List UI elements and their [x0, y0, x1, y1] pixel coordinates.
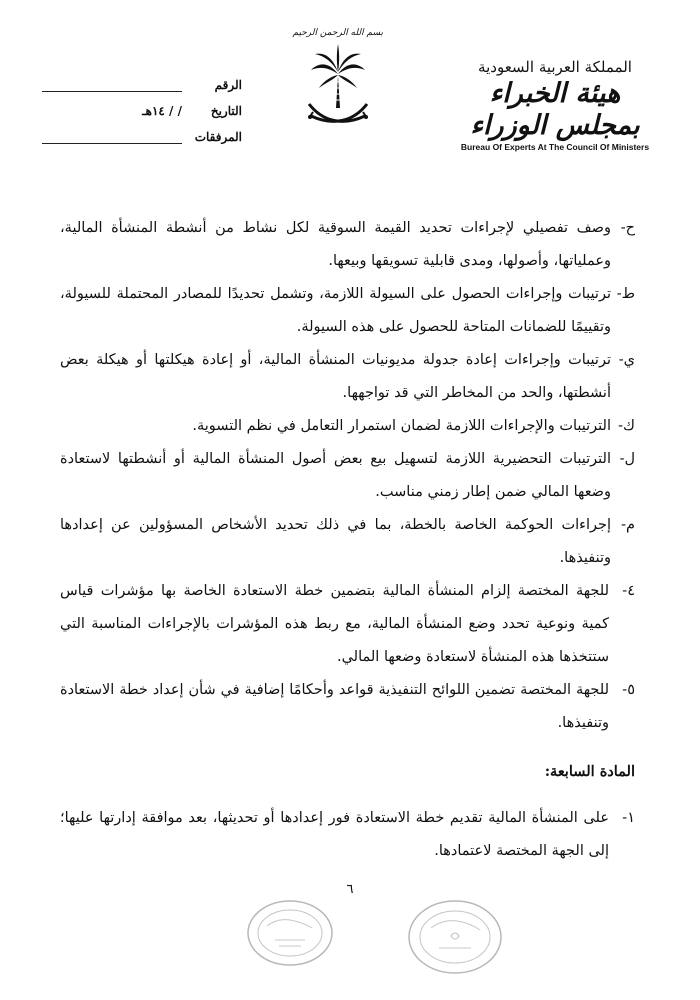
item-marker: ح-	[620, 220, 635, 236]
document-body	[60, 212, 635, 868]
item-text: ترتيبات وإجراءات الحصول على السيولة اللازمة، وتشمل تحديدًا للمصادر المحتملة للسيولة، وتقييمًا للضمانات المتاحة للحصول على هذه السيولة.	[60, 286, 611, 335]
attachments-blank-line	[42, 129, 182, 144]
date-value: / / ١٤هـ	[142, 104, 182, 118]
kingdom-title: المملكة العربية السعودية	[478, 58, 632, 76]
meta-date-row	[42, 92, 242, 118]
attachments-label: المرفقات	[194, 130, 242, 144]
page-number: ٦	[346, 882, 354, 897]
number-label: الرقم	[214, 78, 242, 92]
list-item	[60, 509, 635, 575]
article-heading: المادة السابعة:	[544, 762, 635, 780]
item-marker: ك-	[618, 418, 635, 434]
list-item	[60, 212, 635, 278]
item-text: للجهة المختصة إلزام المنشأة المالية بتضمين خطة الاستعادة الخاصة بها مؤشرات قياس كمية ونوعية تحدد وضع المنشأة المالية، مع ربط هذه المؤشرات بالإجراءات المناسبة التي ستتخذها هذه المنشأة لاستعادة وضعها المالي.	[60, 583, 610, 665]
item-text: وصف تفصيلي لإجراءات تحديد القيمة السوقية لكل نشاط من أنشطة المنشأة المالية، وعملياتها، وأصولها، ومدى قابلية تسويقها وبيعها.	[60, 220, 611, 269]
list-item	[60, 278, 635, 344]
list-item	[60, 575, 635, 674]
stamp-seal-icon	[245, 898, 335, 968]
list-item	[60, 443, 635, 509]
letterhead-org	[450, 58, 660, 152]
item-text: الترتيبات التحضيرية اللازمة لتسهيل بيع بعض أصول المنشأة المالية أو أنشطتها لاستعادة وضعها المالي ضمن إطار زمني مناسب.	[60, 451, 611, 500]
item-text: للجهة المختصة تضمين اللوائح التنفيذية قواعد وأحكامًا إضافية في شأن إعداد خطة الاستعادة وتنفيذها.	[60, 682, 609, 731]
item-text: ترتيبات وإجراءات إعادة جدولة مديونيات المنشأة المالية، أو إعادة هيكلتها أو هيكلة بعض أنشطتها، والحد من المخاطر التي قد تواجهها.	[60, 352, 611, 401]
item-text: إجراءات الحوكمة الخاصة بالخطة، بما في ذلك تحديد الأشخاص المسؤولين عن إعدادها وتنفيذها.	[60, 517, 611, 566]
list-item	[60, 344, 635, 410]
item-marker: م-	[621, 517, 635, 533]
meta-number-row	[42, 66, 242, 92]
letter-meta	[42, 66, 242, 144]
item-text: على المنشأة المالية تقديم خطة الاستعادة فور إعدادها أو تحديثها، بعد موافقة إدارتها عليها؛ إلى الجهة المختصة لاعتمادها.	[60, 810, 609, 859]
palm-swords-emblem-icon	[303, 42, 373, 134]
meta-attachments-row	[42, 118, 242, 144]
item-marker: ٤-	[622, 583, 635, 599]
stamp-seal-icon	[405, 898, 505, 976]
item-marker: ٥-	[622, 682, 635, 698]
basmala-text: بسم الله الرحمن الرحيم	[292, 28, 383, 38]
letterhead-emblem-block	[293, 28, 383, 134]
date-label: التاريخ	[210, 104, 242, 118]
bureau-title-en: Bureau Of Experts At The Council Of Ministers	[460, 142, 650, 152]
list-item	[60, 410, 635, 443]
item-marker: ط-	[616, 286, 635, 302]
bureau-title-ar: هيئة الخبراء بمجلس الوزراء	[470, 78, 640, 141]
item-marker: ي-	[618, 352, 635, 368]
number-blank-line	[42, 77, 182, 92]
item-marker: ل-	[619, 451, 635, 467]
list-item	[60, 802, 635, 868]
list-item	[60, 674, 635, 740]
item-text: الترتيبات والإجراءات اللازمة لضمان استمرار التعامل في نظم التسوية.	[192, 418, 611, 434]
item-marker: ١-	[622, 810, 635, 826]
